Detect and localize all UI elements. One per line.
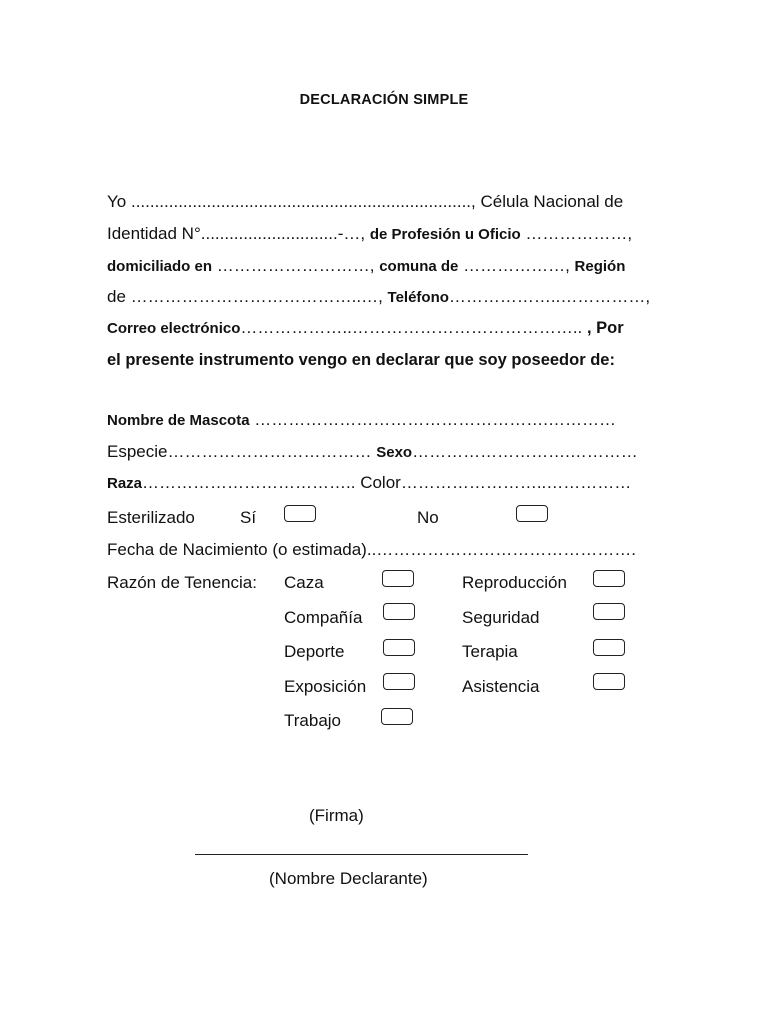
- option-caza-checkbox[interactable]: [382, 570, 414, 587]
- signature-line: [195, 854, 528, 855]
- breed-color-line: [107, 472, 663, 495]
- tenure-label: Razón de Tenencia:: [107, 573, 257, 592]
- option-deporte-checkbox[interactable]: [383, 639, 415, 656]
- pet-name-line: [107, 409, 663, 432]
- telefono-label: Teléfono: [387, 289, 449, 306]
- species-sex-line: [107, 441, 663, 464]
- sex-dots: ……………………….…………: [412, 442, 638, 461]
- no-label: No: [417, 508, 439, 527]
- region-label: Región: [574, 258, 626, 275]
- option-seguridad-checkbox[interactable]: [593, 603, 625, 620]
- sterilized-yes-checkbox[interactable]: [284, 505, 316, 522]
- cedula-label: , Célula Nacional de: [471, 192, 624, 211]
- comuna-label: comuna de: [379, 258, 459, 275]
- option-compania-label: Compañía: [284, 608, 363, 627]
- option-caza-label: Caza: [284, 573, 324, 592]
- breed-dots: ………………………………..: [142, 473, 361, 492]
- yo-label: Yo: [107, 192, 127, 211]
- pet-name-label: Nombre de Mascota: [107, 412, 250, 429]
- name-dots: ........................................................................: [130, 192, 472, 211]
- option-deporte-label: Deporte: [284, 642, 345, 661]
- birth-date-dots: ..……………………………………….: [366, 540, 637, 559]
- declarant-line-6: [107, 349, 663, 371]
- identidad-label: Identidad N°.............................-…,: [107, 224, 370, 243]
- declarant-line-5: [107, 317, 663, 340]
- declarant-line-2: [107, 223, 663, 246]
- declarant-line-3: [107, 255, 663, 278]
- option-reproduccion-label: Reproducción: [462, 573, 567, 592]
- option-terapia-checkbox[interactable]: [593, 639, 625, 656]
- option-terapia-label: Terapia: [462, 642, 518, 661]
- option-asistencia-label: Asistencia: [462, 677, 540, 696]
- page-title: DECLARACIÓN SIMPLE: [299, 92, 469, 108]
- breed-label: Raza: [107, 475, 143, 492]
- sex-label: Sexo: [376, 444, 413, 461]
- option-reproduccion-checkbox[interactable]: [593, 570, 625, 587]
- yes-label: Sí: [240, 508, 257, 527]
- declarant-line-1: [107, 191, 663, 213]
- por-label: , Por: [587, 319, 624, 337]
- correo-dots: ………………..…………………………………..: [240, 318, 587, 337]
- declaration-statement: el presente instrumento vengo en declarar que soy poseedor de:: [107, 351, 615, 369]
- option-seguridad-label: Seguridad: [462, 608, 540, 627]
- domicilio-label: domiciliado en: [107, 258, 213, 275]
- color-dots: ……………………..……………: [400, 473, 632, 492]
- option-compania-checkbox[interactable]: [383, 603, 415, 620]
- region-dots: de …………………………………..…,: [107, 287, 388, 306]
- telefono-dots: ………………..……………,: [448, 287, 651, 306]
- birth-date-label: Fecha de Nacimiento (o estimada): [107, 540, 367, 559]
- option-trabajo-checkbox[interactable]: [381, 708, 413, 725]
- firma-label: (Firma): [309, 806, 364, 825]
- correo-label: Correo electrónico: [107, 320, 241, 337]
- option-exposicion-label: Exposición: [284, 677, 367, 696]
- option-exposicion-checkbox[interactable]: [383, 673, 415, 690]
- species-dots: ………………………………: [167, 442, 377, 461]
- profesion-label: de Profesión u Oficio: [369, 226, 521, 243]
- color-label: Color: [360, 473, 401, 492]
- sterilized-label: Esterilizado: [107, 508, 195, 527]
- declarant-line-4: [107, 286, 663, 309]
- comuna-dots: ………………,: [458, 256, 575, 275]
- birth-date-line: [107, 539, 663, 561]
- species-label: Especie: [107, 442, 168, 461]
- option-trabajo-label: Trabajo: [284, 711, 342, 730]
- domicilio-dots: ………………………,: [212, 256, 380, 275]
- sterilized-no-checkbox[interactable]: [516, 505, 548, 522]
- pet-name-dots: …………………………………………….…………: [249, 410, 616, 429]
- profesion-dots: ………………,: [520, 224, 633, 243]
- declarant-name-label: (Nombre Declarante): [269, 869, 428, 888]
- option-asistencia-checkbox[interactable]: [593, 673, 625, 690]
